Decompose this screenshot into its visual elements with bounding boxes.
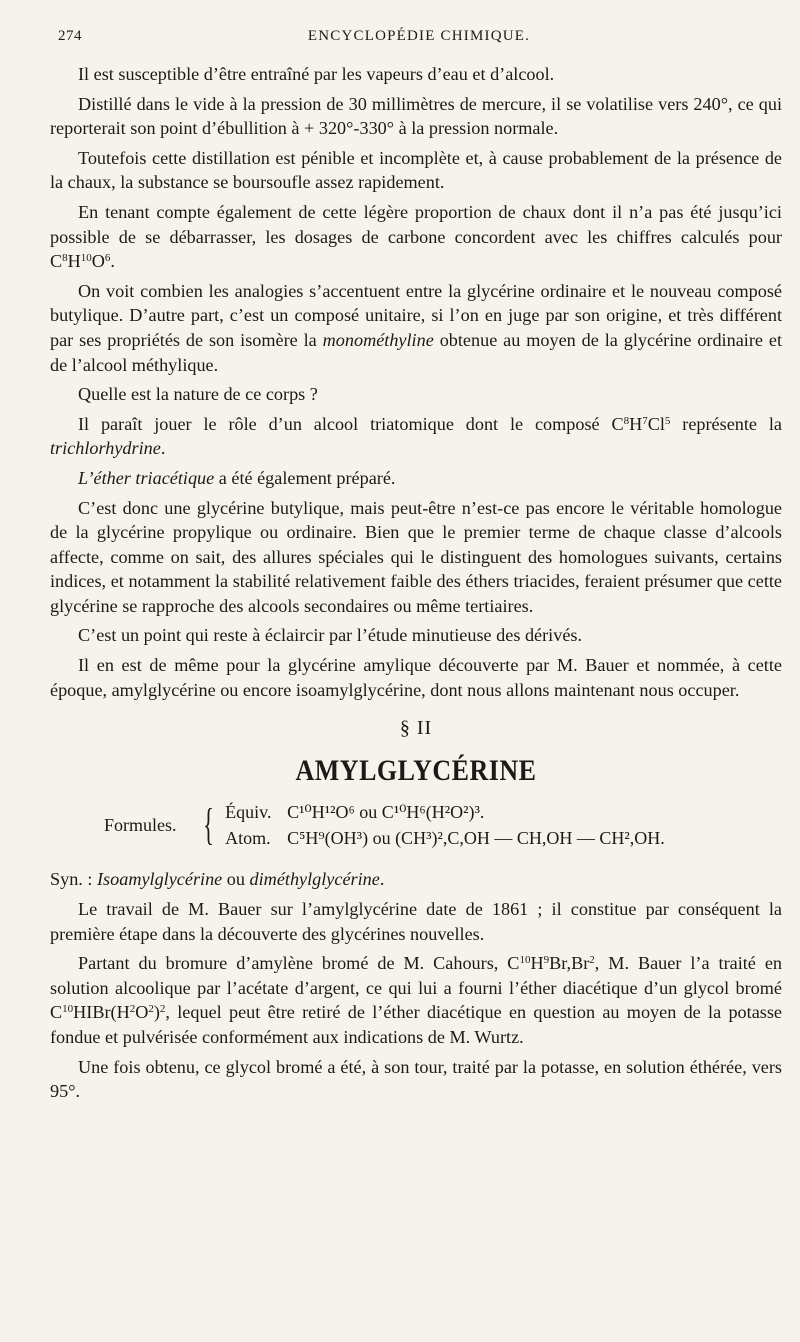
paragraph-text: C’est donc une glycérine butylique, mais peut-être n’est-ce pas encore le véritable homologue de la glycérine propylique ou ordinaire. Bien que le premier terme de chaque classe d’alcools affecte, comme on sait, des allures spéciales qui le distinguent des homologues suivants, certains indices, et notamment la stabilité relativement faible des éthers triacides, feraient présumer que cette glycérine se rapproche des alcools secondaires ou même tertiaires. xyxy=(50,497,782,616)
paragraph xyxy=(50,897,782,946)
synonyms-line xyxy=(50,867,782,892)
paragraph xyxy=(50,146,782,195)
formula-lines xyxy=(225,799,665,851)
paragraph xyxy=(50,1055,782,1104)
paragraph xyxy=(50,279,782,377)
paragraph-text: représente la xyxy=(670,413,782,434)
synonyms-prefix: Syn. : xyxy=(50,869,97,890)
italic-term: trichlorhydrine xyxy=(50,438,161,459)
equiv-label: Équiv. xyxy=(225,802,272,823)
section-title: AMYLGLYCÉRINE xyxy=(295,753,537,787)
synonyms-joiner: ou xyxy=(222,869,250,890)
paragraph-text: Il paraît jouer le rôle d’un alcool triatomique dont le composé C xyxy=(78,413,624,434)
superscript: 10 xyxy=(519,954,531,967)
paragraph xyxy=(50,951,782,1049)
atom-label: Atom. xyxy=(225,828,271,849)
paragraph-text: H xyxy=(530,953,544,974)
paragraph-text: H xyxy=(629,413,643,434)
paragraph xyxy=(50,496,782,619)
superscript: 5 xyxy=(664,414,671,427)
superscript: 2 xyxy=(148,1003,154,1016)
formula-atom-line xyxy=(225,825,665,851)
superscript: 10 xyxy=(80,252,92,265)
paragraph-text: Il est susceptible d’être entraîné par les vapeurs d’eau et d’alcool. xyxy=(78,64,555,84)
brace-glyph: { xyxy=(203,800,214,850)
italic-term: L’éther triacétique xyxy=(78,467,215,488)
formula-label: Formules. xyxy=(104,815,177,836)
superscript: 6 xyxy=(104,252,111,265)
atom-formula: C⁵H⁹(OH³) ou (CH³)²,C,OH — CH,OH — CH²,OH. xyxy=(287,828,665,849)
paragraph xyxy=(50,200,782,274)
paragraph xyxy=(50,623,782,648)
paragraph-text: Cl xyxy=(647,413,665,434)
paragraph-text: HIBr(H xyxy=(73,1002,130,1023)
paragraph-text: O xyxy=(135,1002,149,1023)
paragraph-text: C’est un point qui reste à éclaircir par l’étude minutieuse des dérivés. xyxy=(78,625,583,646)
paragraph-text: H xyxy=(67,251,81,272)
superscript: 2 xyxy=(589,954,595,967)
paragraph xyxy=(50,412,782,461)
running-title: ENCYCLOPÉDIE CHIMIQUE. xyxy=(307,28,531,44)
synonym-name: diméthylglycérine xyxy=(249,869,380,890)
paragraph-text: , M. Bauer l’a traité en solution alcoolique par l’acétate d’argent, ce qui lui a fourni l’éther diacétique d’un glycol bromé C xyxy=(50,953,783,1023)
section-mark: § II xyxy=(399,717,433,740)
paragraph xyxy=(50,653,782,702)
superscript: 8 xyxy=(62,252,68,265)
formula-equiv-line xyxy=(225,799,665,825)
paragraph-text: . xyxy=(160,438,166,459)
paragraph xyxy=(50,62,782,87)
paragraph-text: Partant du bromure d’amylène bromé de M. Cahours, C xyxy=(78,953,520,974)
superscript: 10 xyxy=(62,1003,74,1016)
paragraph-text: ) xyxy=(153,1002,160,1023)
superscript: 2 xyxy=(129,1003,136,1016)
paragraph-text: O xyxy=(91,251,105,272)
paragraph-text: , lequel peut être retiré de l’éther diacétique en question au moyen de la potasse fondue et pulvérisée conformément aux indications de M. Wurtz. xyxy=(50,1002,782,1047)
paragraph xyxy=(50,466,782,491)
paragraph-text: a été également préparé. xyxy=(214,467,396,488)
paragraph-text: obtenue au moyen de la glycérine ordinaire et de l’alcool méthylique. xyxy=(50,329,782,375)
synonyms-end: . xyxy=(379,869,385,890)
paragraph-text: En tenant compte également de cette légère proportion de chaux dont il n’a pas été jusqu’ici possible de se débarrasser, les dosages de carbone concordent avec les chiffres calculés pour C xyxy=(50,201,782,272)
equiv-formula: C¹⁰H¹²O⁶ ou C¹⁰H⁶(H²O²)³. xyxy=(287,802,485,823)
paragraph-text: Il en est de même pour la glycérine amylique découverte par M. Bauer et nommée, à cette époque, amylglycérine ou encore isoamylglycérine, dont nous allons maintenant nous occuper. xyxy=(50,655,782,700)
page-header xyxy=(58,28,780,50)
paragraph xyxy=(50,92,782,141)
paragraph-text: On voit combien les analogies s’accentuent entre la glycérine ordinaire et le nouveau composé butylique. D’autre part, c’est un composé unitaire, si l’on en juge par son origine, et très différent par ses propriétés de son isomère la xyxy=(50,280,782,350)
paragraph-text: Une fois obtenu, ce glycol bromé a été, à son tour, traité par la potasse, en solution éthérée, vers 95°. xyxy=(50,1056,782,1102)
paragraph-text: . xyxy=(110,251,115,272)
paragraph-text: Distillé dans le vide à la pression de 30 millimètres de mercure, il se volatilise vers 240°, ce qui reporterait son point d’ébullition à + 320°-330° à la pression normale. xyxy=(50,93,782,139)
paragraph-text: Toutefois cette distillation est pénible et incomplète et, à cause probablement de la présence de la chaux, la substance se boursoufle assez rapidement. xyxy=(50,147,782,193)
paragraph xyxy=(50,382,782,407)
paragraph-text: Le travail de M. Bauer sur l’amylglycérine date de 1861 ; il constitue par conséquent la première étape dans la découverte des glycérines nouvelles. xyxy=(50,899,782,944)
synonym-name: Isoamylglycérine xyxy=(97,869,223,890)
page-body xyxy=(50,62,782,1109)
superscript: 7 xyxy=(642,414,648,427)
page-number: 274 xyxy=(58,28,82,44)
superscript: 9 xyxy=(543,954,550,967)
paragraph-text: Br,Br xyxy=(549,953,590,974)
italic-term: monométhyline xyxy=(322,329,434,350)
paragraph-text: Quelle est la nature de ce corps ? xyxy=(78,384,318,405)
superscript: 2 xyxy=(159,1003,166,1016)
formula-block xyxy=(104,799,782,851)
superscript: 8 xyxy=(623,414,630,427)
